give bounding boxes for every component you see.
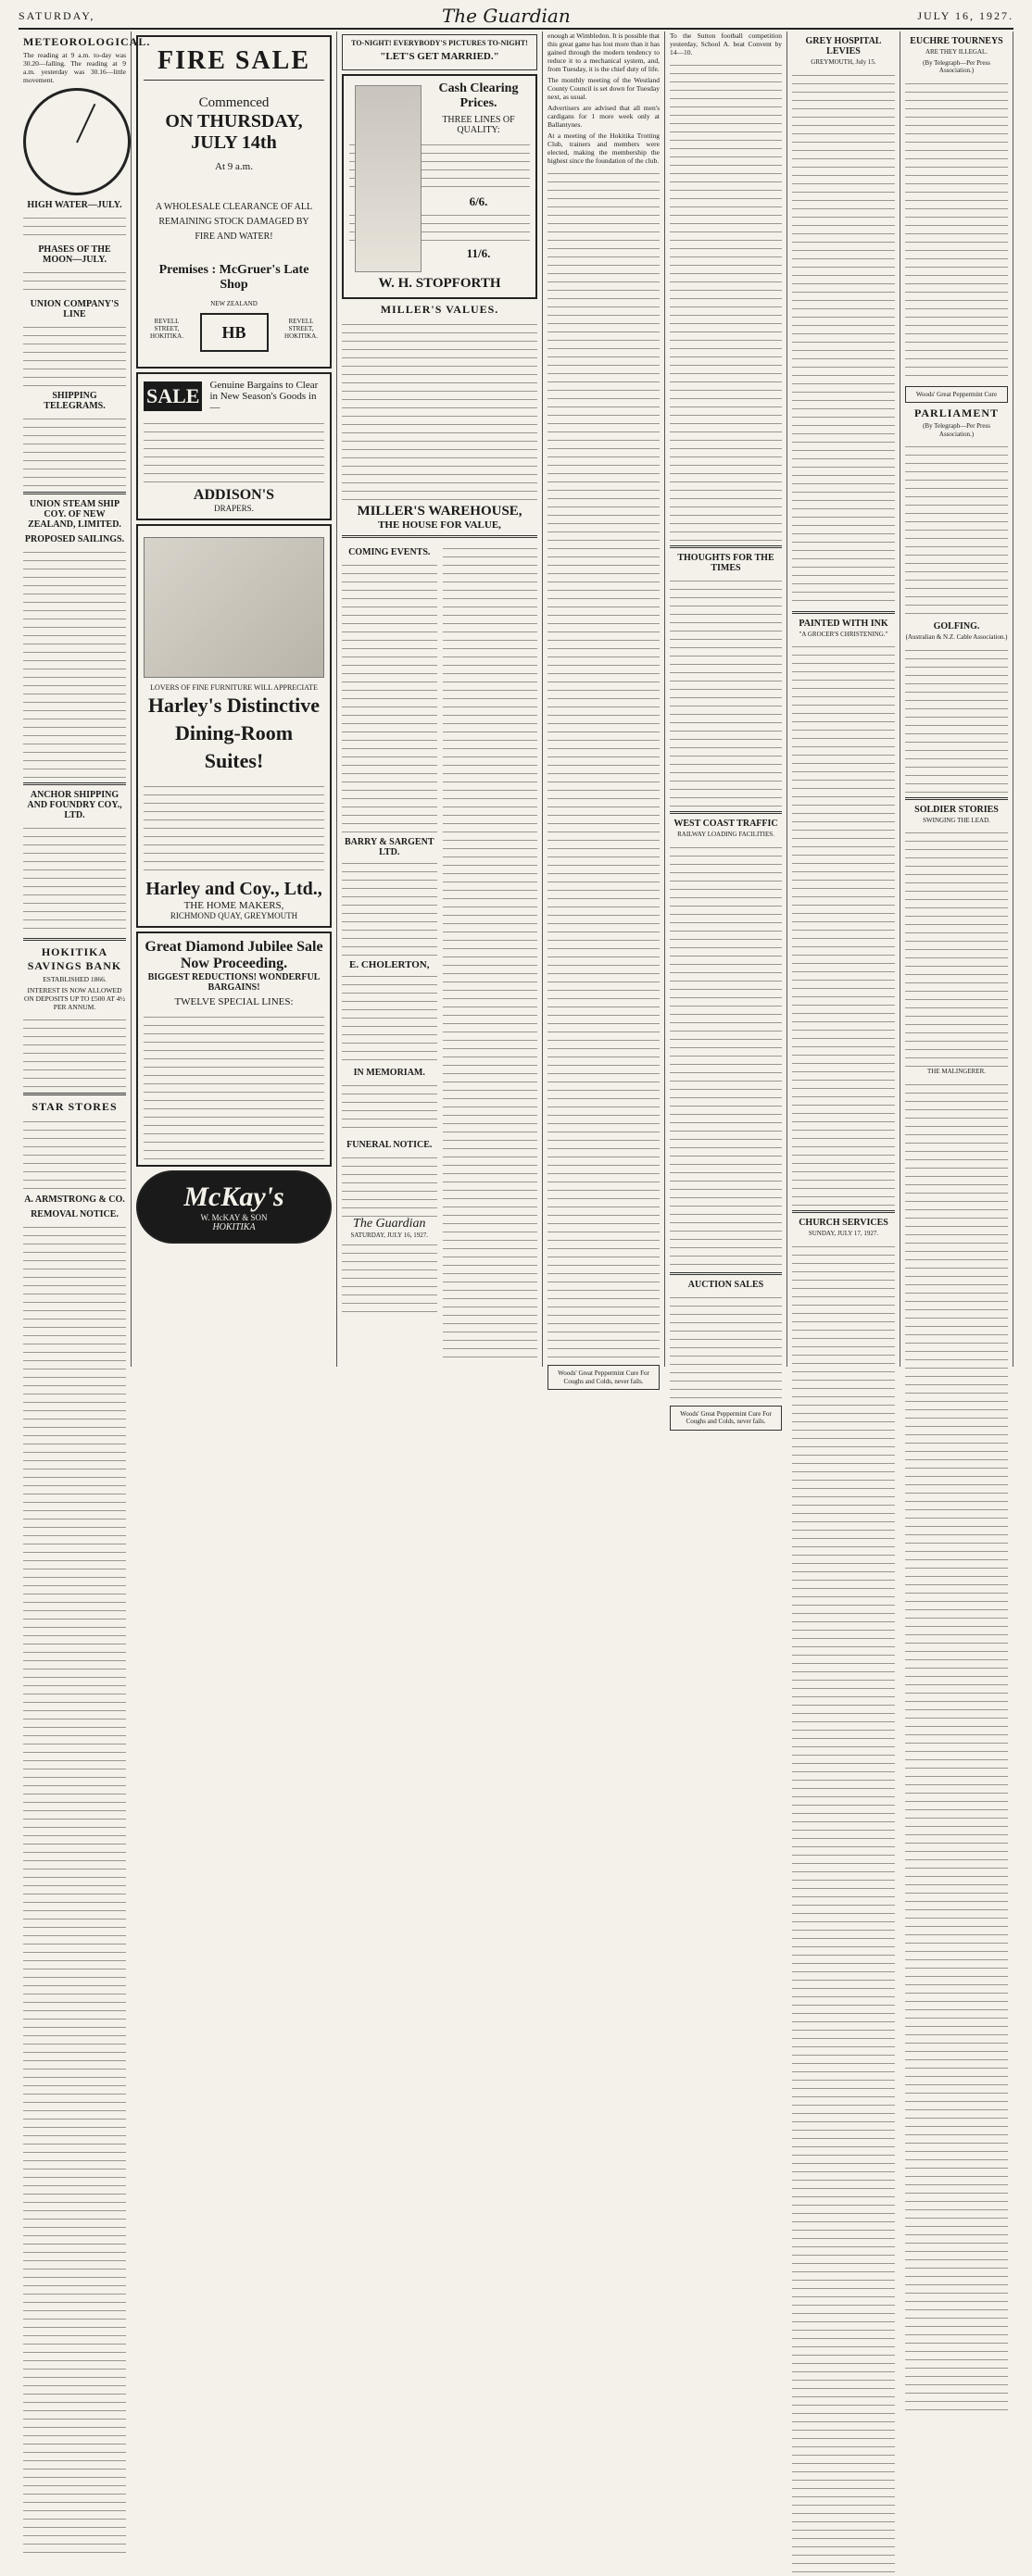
diamond-title: Great Diamond Jubilee Sale Now Proceeding.	[145, 939, 323, 971]
cash-clearing-title: Cash Clearing Prices.	[438, 81, 519, 110]
church-date: SUNDAY, JULY 17, 1927.	[808, 1230, 879, 1237]
removal-notice: REMOVAL NOTICE.	[31, 1209, 119, 1219]
revell-right: REVELL STREET, HOKITIKA.	[284, 318, 318, 340]
addisons-name: ADDISON'S	[193, 487, 275, 503]
harley-intro: LOVERS OF FINE FURNITURE WILL APPRECIATE	[150, 683, 318, 692]
fire-sale-premises: Premises : McGruer's Late Shop	[158, 263, 309, 292]
auction-heading: AUCTION SALES	[687, 1279, 764, 1290]
golfing-text	[905, 644, 1008, 793]
painted-text	[792, 641, 895, 1206]
card-text	[342, 970, 437, 1063]
thoughts-text	[670, 575, 782, 807]
fire-sale-commenced: Commenced	[198, 95, 270, 110]
house-for-value: THE HOUSE FOR VALUE,	[378, 519, 501, 531]
column-7	[900, 31, 1013, 1367]
column-1	[19, 31, 151, 1367]
col4-para-3: Advertisers are advised that all men's cardigans for 1 more week only at Ballantynes.	[547, 104, 660, 129]
euchre-text	[905, 78, 1008, 383]
col4-woods-ad: Woods' Great Peppermint Cure For Coughs and Colds, never fails.	[547, 1365, 660, 1390]
mckay-logo	[136, 1170, 332, 1244]
euchre-byline: (By Telegraph—Per Press Association.)	[923, 58, 990, 74]
harley-address: RICHMOND QUAY, GREYMOUTH	[170, 911, 298, 920]
boy-figure-image	[355, 85, 422, 272]
column-2	[132, 31, 337, 1367]
church-text	[792, 1241, 895, 2576]
swinging-subheading: SWINGING THE LEAD.	[923, 816, 990, 824]
col5-body-text	[670, 59, 782, 541]
funeral-text	[342, 1152, 437, 1217]
meteorological-text: The reading at 9 a.m. to-day was 30.20—falling. The reading at 9 a.m. yesterday was 30.16—little movement.	[23, 51, 126, 84]
grey-hospital-text	[792, 69, 895, 606]
price-1: 6/6.	[469, 194, 488, 208]
diamond-sub: BIGGEST REDUCTIONS! WONDERFUL BARGAINS!	[147, 972, 321, 993]
usc-heading: UNION STEAM SHIP COY. OF NEW ZEALAND, LIMITED.	[28, 499, 121, 530]
fire-sale-ad	[136, 35, 332, 369]
proposed-sailings: PROPOSED SAILINGS.	[24, 534, 125, 544]
col4-para-2: The monthly meeting of the Westland County Council is set down for Tuesday next, as usual.	[547, 76, 660, 101]
bargains-text: Genuine Bargains to Clear in New Season's Goods in—	[209, 380, 319, 413]
masthead	[19, 4, 1013, 30]
addisons-drapers: DRAPERS.	[214, 504, 254, 513]
harley-text	[144, 781, 324, 873]
savings-interest: INTEREST IS NOW ALLOWED ON DEPOSITS UP TO £500 AT 4½ PER ANNUM.	[23, 986, 126, 1011]
funeral-notice: FUNERAL NOTICE.	[346, 1140, 433, 1150]
harley-ad	[136, 524, 332, 928]
mckay-town: HOKITIKA	[212, 1222, 256, 1232]
sailings-text	[23, 546, 126, 778]
coming-events-text	[342, 559, 437, 837]
meteorological-heading: METEOROLOGICAL.	[23, 35, 151, 48]
shipping-text	[23, 413, 126, 487]
masthead-day: SATURDAY,	[19, 8, 95, 22]
shipping-heading: SHIPPING TELEGRAMS.	[44, 391, 106, 411]
parliament-heading: PARLIAMENT	[913, 406, 1000, 419]
mckay-name: McKay's	[183, 1182, 284, 1212]
euchre-sub: ARE THEY ILLEGAL.	[925, 48, 988, 56]
column-5	[665, 31, 787, 1425]
three-lines: THREE LINES OF QUALITY:	[442, 115, 515, 135]
stopforth-ad	[342, 74, 537, 299]
tonight-banner: TO-NIGHT! EVERYBODY'S PICTURES TO-NIGHT!	[351, 39, 528, 47]
twelve-lines: TWELVE SPECIAL LINES:	[174, 996, 294, 1007]
col4-para-4: At a meeting of the Hokitika Trotting Club, trainers and members were elected, making the membership the highest since the foundation of the club.	[547, 131, 660, 165]
newspaper-title: The Guardian	[441, 5, 571, 27]
mckay-sub: W. McKAY & SON	[200, 1213, 268, 1222]
fire-sale-time: At 9 a.m.	[215, 161, 253, 172]
dining-suite-image	[144, 537, 324, 678]
soldier-heading: SOLDIER STORIES	[914, 804, 999, 815]
stopforth-name: W. H. STOPFORTH	[378, 276, 501, 291]
highwater-table	[23, 212, 126, 240]
grey-hospital-heading: GREY HOSPITAL LEVIES	[805, 36, 882, 56]
union-line-heading: UNION COMPANY'S LINE	[30, 299, 120, 319]
moon-phases-table	[23, 267, 126, 294]
column-6	[787, 31, 900, 1367]
euchre-heading: EUCHRE TOURNEYS	[910, 36, 1003, 46]
thoughts-heading: THOUGHTS FOR THE TIMES	[677, 553, 774, 573]
millers-house: MILLER'S WAREHOUSE,	[357, 504, 522, 519]
railway-subheading: RAILWAY LOADING FACILITIES.	[677, 831, 774, 838]
addisons-ad	[136, 372, 332, 520]
west-coast-heading: WEST COAST TRAFFIC	[673, 819, 778, 829]
diamond-lines	[144, 1011, 324, 1159]
highwater-heading: HIGH WATER—JULY.	[27, 200, 122, 210]
golf-byline: (Australian & N.Z. Cable Association.)	[905, 633, 1008, 641]
millers-values-heading: MILLER'S VALUES.	[380, 303, 499, 316]
column-3	[337, 31, 543, 1367]
anchor-text	[23, 822, 126, 933]
col7-woods-ad: Woods' Great Peppermint Cure	[905, 386, 1008, 404]
painted-heading: PAINTED WITH INK	[799, 618, 888, 629]
barry-sargent: BARRY & SARGENT LTD.	[344, 837, 434, 857]
fire-sale-clearance: A WHOLESALE CLEARANCE OF ALL REMAINING STOCK DAMAGED BY FIRE AND WATER!	[155, 202, 313, 242]
barometer-icon	[23, 88, 131, 195]
auction-text	[670, 1292, 782, 1403]
golfing-heading: GOLFING.	[933, 621, 980, 631]
col5-woods-ad: Woods' Great Peppermint Cure For Coughs and Colds, never fails.	[670, 1406, 782, 1431]
coming-events-heading: COMING EVENTS.	[348, 547, 431, 557]
harley-company: Harley and Coy., Ltd.,	[145, 879, 322, 899]
west-coast-text	[670, 842, 782, 1268]
removal-text	[23, 1221, 126, 2557]
fire-sale-title: FIRE SALE	[157, 46, 311, 75]
star-stores-text	[23, 1116, 126, 1190]
millers-values-text	[342, 319, 537, 504]
in-memoriam: IN MEMORIAM.	[353, 1068, 425, 1078]
cholerton-name: E. CHOLERTON,	[348, 959, 430, 970]
logo-sub: NEW ZEALAND	[210, 300, 258, 307]
moon-phases-heading: PHASES OF THE MOON—JULY.	[38, 244, 111, 265]
editorial-text	[342, 1239, 437, 1313]
union-line-text	[23, 321, 126, 386]
col5-para-1: To the Sutton football competition yesterday, School A. beat Convent by 14—10.	[670, 31, 782, 56]
church-heading: CHURCH SERVICES	[799, 1218, 888, 1228]
savings-est: ESTABLISHED 1866.	[43, 975, 107, 983]
parliament-text	[905, 441, 1008, 617]
col3-right-text	[443, 543, 538, 1357]
harley-title: Harley's Distinctive Dining-Room Suites!	[147, 694, 321, 772]
revell-left: REVELL STREET, HOKITIKA.	[150, 318, 183, 340]
married-title: "LET'S GET MARRIED."	[380, 51, 499, 62]
price-2: 11/6.	[466, 246, 491, 260]
diamond-jubilee-ad	[136, 932, 332, 1167]
memoriam-text	[342, 1080, 437, 1135]
addisons-list	[144, 418, 324, 482]
guardian-date: SATURDAY, JULY 16, 1927.	[350, 1232, 428, 1239]
grocer-subheading: "A GROCER'S CHRISTENING."	[799, 630, 888, 638]
harley-sub: THE HOME MAKERS,	[183, 900, 284, 911]
star-stores-heading: STAR STORES	[31, 1100, 118, 1113]
soldier-text	[905, 827, 1008, 1068]
col4-para-1: enough at Wimbledon. It is possible that this great game has lost more than it has gained through the modern tendency to reduce it to a mechanical system, and, from Tuesday, it is the chief duty of life.	[547, 31, 661, 73]
guardian-title: The Guardian	[353, 1217, 426, 1231]
malingerer-subheading: THE MALINGERER.	[927, 1068, 986, 1075]
star-stores-owner: A. ARMSTRONG & CO.	[24, 1194, 125, 1205]
column-4	[543, 31, 665, 1385]
sale-word: SALE	[144, 381, 202, 411]
greymouth-dateline: GREYMOUTH, July 15.	[811, 58, 876, 66]
fire-sale-date: ON THURSDAY, JULY 14th	[165, 111, 303, 153]
col4-body-text	[547, 168, 660, 1362]
optician-text	[342, 857, 437, 959]
parliament-byline: (By Telegraph—Per Press Association.)	[923, 422, 990, 438]
masthead-date: JULY 16, 1927.	[917, 8, 1013, 22]
hb-logo: HB	[200, 313, 269, 352]
savings-bank-heading: HOKITIKA SAVINGS BANK	[27, 945, 122, 972]
malingerer-text	[905, 1079, 1008, 2414]
pictures-ad	[342, 34, 537, 70]
savings-text	[23, 1014, 126, 1088]
anchor-heading: ANCHOR SHIPPING AND FOUNDRY COY., LTD.	[27, 790, 122, 820]
